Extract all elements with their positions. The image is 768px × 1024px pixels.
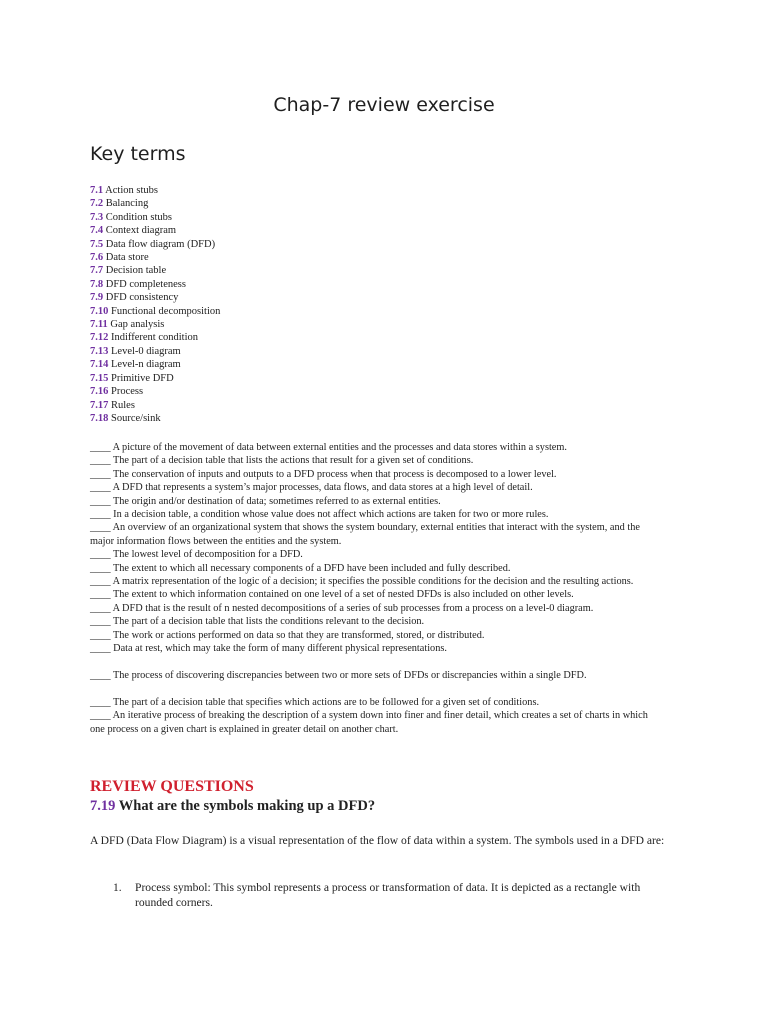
- definition-item: ____ The lowest level of decomposition for a DFD.: [90, 549, 303, 561]
- answer-blank: ____: [90, 669, 111, 681]
- answer-blank: ____: [90, 643, 111, 655]
- answer-blank: ____: [90, 562, 111, 574]
- answer-blank: ____: [90, 710, 111, 722]
- answer-blank: ____: [90, 482, 111, 494]
- review-questions-heading: REVIEW QUESTIONS: [90, 778, 254, 795]
- list-item-text: Process symbol: This symbol represents a process or transformation of data. It is depicted as a rectangle with rounded corners.: [135, 881, 641, 909]
- key-terms-heading: Key terms: [90, 143, 186, 165]
- spacer: [90, 682, 650, 695]
- question-heading: [90, 798, 375, 815]
- question-number: 7.19: [90, 798, 116, 814]
- definition-item: ____ A matrix representation of the logic of a decision; it specifies the possible conditions for the decision and the resulting actions.: [90, 576, 634, 588]
- term-item: 7.6 Data store: [90, 252, 149, 264]
- term-item: 7.17 Rules: [90, 399, 135, 411]
- answer-blank: ____: [90, 589, 111, 601]
- definition-item: ____ The part of a decision table that lists the conditions relevant to the decision.: [90, 616, 425, 628]
- term-item: 7.15 Primitive DFD: [90, 372, 174, 384]
- term-item: 7.8 DFD completeness: [90, 278, 186, 290]
- answer-blank: ____: [90, 616, 111, 628]
- definition-item: ____ The origin and/or destination of data; sometimes referred to as external entities.: [90, 495, 441, 507]
- term-item: 7.16 Process: [90, 386, 144, 398]
- definition-item: ____ In a decision table, a condition whose value does not affect which actions are taken for two or more rules.: [90, 509, 549, 521]
- term-item: 7.14 Level-n diagram: [90, 359, 181, 371]
- term-item: 7.9 DFD consistency: [90, 292, 179, 304]
- question-text: What are the symbols making up a DFD?: [118, 798, 376, 814]
- definitions-list: [90, 441, 650, 736]
- answer-blank: ____: [90, 455, 111, 467]
- answer-blank: ____: [90, 495, 111, 507]
- term-item: 7.2 Balancing: [90, 198, 149, 210]
- answer-blank: ____: [90, 522, 111, 534]
- spacer: [90, 656, 650, 669]
- answer-blank: ____: [90, 509, 111, 521]
- term-item: 7.12 Indifferent condition: [90, 332, 198, 344]
- definition-item: ____ Data at rest, which may take the form of many different physical representations.: [90, 643, 447, 655]
- definition-item: ____ An iterative process of breaking the description of a system down into finer and finer detail, which creates a set of charts in which one process on a given chart is explained in greater detail on another chart.: [90, 710, 648, 735]
- list-item-number: 1.: [113, 881, 122, 894]
- definition-item: ____ A DFD that is the result of n nested decompositions of a series of sub processes from a process on a level-0 diagram.: [90, 602, 594, 614]
- definition-item: ____ The extent to which all necessary components of a DFD have been included and fully described.: [90, 562, 511, 574]
- term-item: 7.11 Gap analysis: [90, 319, 165, 331]
- definition-item: ____ A picture of the movement of data between external entities and the processes and data stores within a system.: [90, 442, 567, 453]
- key-terms-list: [90, 184, 220, 425]
- answer-blank: ____: [90, 468, 111, 480]
- term-item: 7.4 Context diagram: [90, 225, 177, 237]
- answer-blank: ____: [90, 602, 111, 614]
- definition-item: ____ The extent to which information contained on one level of a set of nested DFDs is also included on other levels.: [90, 589, 574, 601]
- term-item: 7.13 Level-0 diagram: [90, 345, 181, 357]
- answer-blank: ____: [90, 696, 111, 708]
- term-item: 7.18 Source/sink: [90, 412, 161, 424]
- answer-intro: A DFD (Data Flow Diagram) is a visual representation of the flow of data within a system. The symbols used in a DFD are:: [90, 834, 665, 847]
- answer-blank: ____: [90, 629, 111, 641]
- list-item: [113, 880, 673, 910]
- answer-blank: ____: [90, 549, 111, 561]
- definition-item: ____ The process of discovering discrepancies between two or more sets of DFDs or discrepancies within a single DFD.: [90, 669, 587, 681]
- page-title: Chap-7 review exercise: [273, 94, 495, 116]
- answer-blank: ____: [90, 442, 111, 453]
- definition-item: ____ An overview of an organizational system that shows the system boundary, external entities that interact with the system, and the major information flows between the entities and the system.: [90, 522, 640, 547]
- answer-blank: ____: [90, 576, 111, 588]
- term-item: 7.10 Functional decomposition: [90, 305, 221, 317]
- definition-item: ____ The part of a decision table that specifies which actions are to be followed for a given set of conditions.: [90, 696, 540, 708]
- definition-item: ____ The part of a decision table that lists the actions that result for a given set of conditions.: [90, 455, 474, 467]
- term-item: 7.1 Action stubs: [90, 185, 158, 196]
- term-item: 7.3 Condition stubs: [90, 211, 172, 223]
- definition-item: ____ The conservation of inputs and outputs to a DFD process when that process is decomposed to a lower level.: [90, 468, 557, 480]
- term-item: 7.7 Decision table: [90, 265, 167, 277]
- definition-item: ____ The work or actions performed on data so that they are transformed, stored, or distributed.: [90, 629, 485, 641]
- term-item: 7.5 Data flow diagram (DFD): [90, 238, 216, 250]
- definition-item: ____ A DFD that represents a system’s major processes, data flows, and data stores at a high level of detail.: [90, 482, 533, 494]
- answer-list: [113, 880, 673, 910]
